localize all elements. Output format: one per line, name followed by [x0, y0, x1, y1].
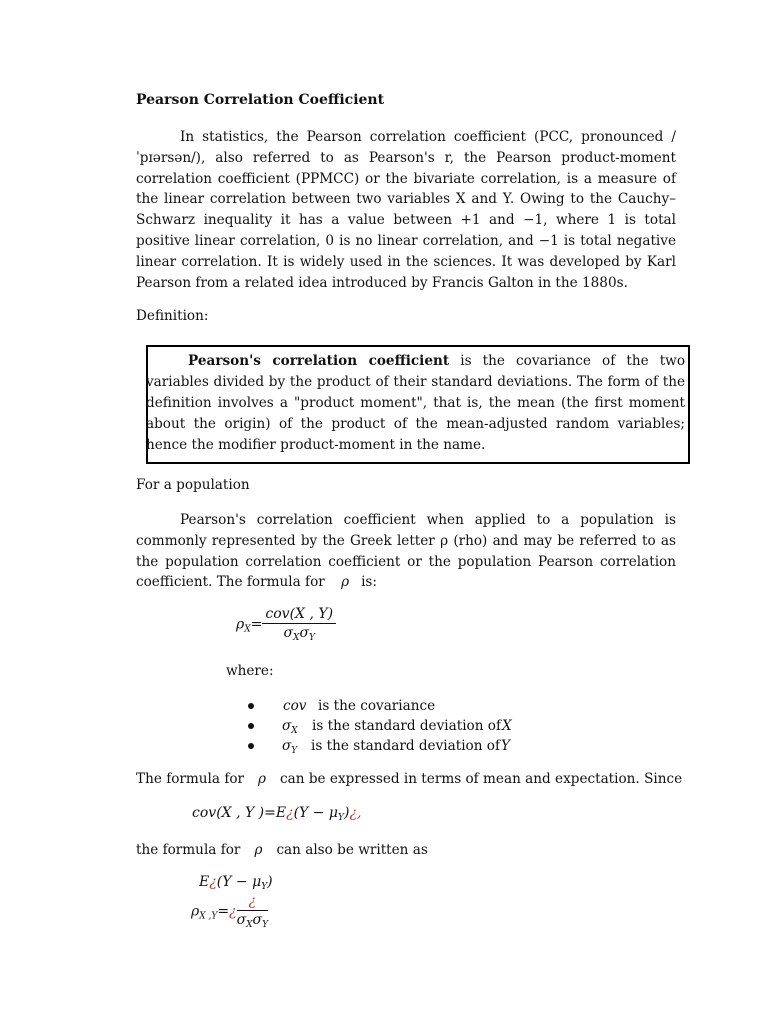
population-text: Pearson's correlation coefficient when applied to a population is commonly represented by the Greek letter ρ (rho) and may be referred to as the population correlation coefficient or the population Pearson correlation coefficient. The formula for — [136, 512, 676, 591]
mean-sentence: The formula for ρ can be expressed in terms of mean and expectation. Since — [136, 771, 683, 787]
definitions-list — [248, 698, 548, 758]
formula-population: $\rho_X=$ $\frac{\text{cov(X , Y)}}{\sigma_X\sigma_Y}$ — [236, 606, 336, 643]
definition-rest: is the covariance of the two variables divided by the product of their standard deviations. The form of the definition involves a "product moment", that is, the mean (the first moment about the origin) of the product of the mean-adjusted random variables; hence the modifier product-moment in the name. — [146, 353, 686, 453]
list-item: cov is the covariance — [248, 698, 548, 718]
population-label: For a population — [136, 477, 250, 493]
formula-expectation: $\rho_{X ,Y}=¿$ $\frac{¿}{\sigma_X\sigma_Y}$ — [191, 893, 269, 930]
also-sentence: the formula for ρ can also be written as — [136, 842, 428, 858]
definition-text — [146, 351, 685, 456]
where-label: where: — [226, 663, 274, 679]
list-item: $\sigma_Y$ is the standard deviation of Y — [248, 738, 548, 758]
is-label: is: — [361, 574, 377, 591]
definition-label: Definition: — [136, 308, 209, 324]
intro-text: In statistics, the Pearson correlation coefficient (PCC, pronounced / ˈpɪərsən/), also referred to as Pearson's r, the Pearson product-moment correlation coefficient (PPMCC) or the bivariate correlation, is a measure of the linear correlation between two variables X and Y. Owing to the Cauchy–Schwarz inequality it has a value between +1 and −1, where 1 is total positive linear correlation, 0 is no linear correlation, and −1 is total negative linear correlation. It is widely used in the sciences. It was developed by Karl Pearson from a related idea introduced by Francis Galton in the 1880s. — [136, 129, 676, 291]
formula-expectation-top: E¿(Y − $\mu_Y$) — [199, 874, 273, 892]
population-paragraph — [136, 510, 676, 593]
page-title: Pearson Correlation Coefficient — [136, 92, 385, 108]
list-item: $\sigma_X$ is the standard deviation of X — [248, 718, 548, 738]
intro-paragraph — [136, 127, 676, 293]
formula-covariance: cov(X , Y )=E¿(Y − $\mu_Y)¿$, — [192, 805, 362, 823]
rho-symbol: ρ — [341, 574, 350, 591]
definition-bold: Pearson's correlation coefficient — [188, 353, 450, 369]
